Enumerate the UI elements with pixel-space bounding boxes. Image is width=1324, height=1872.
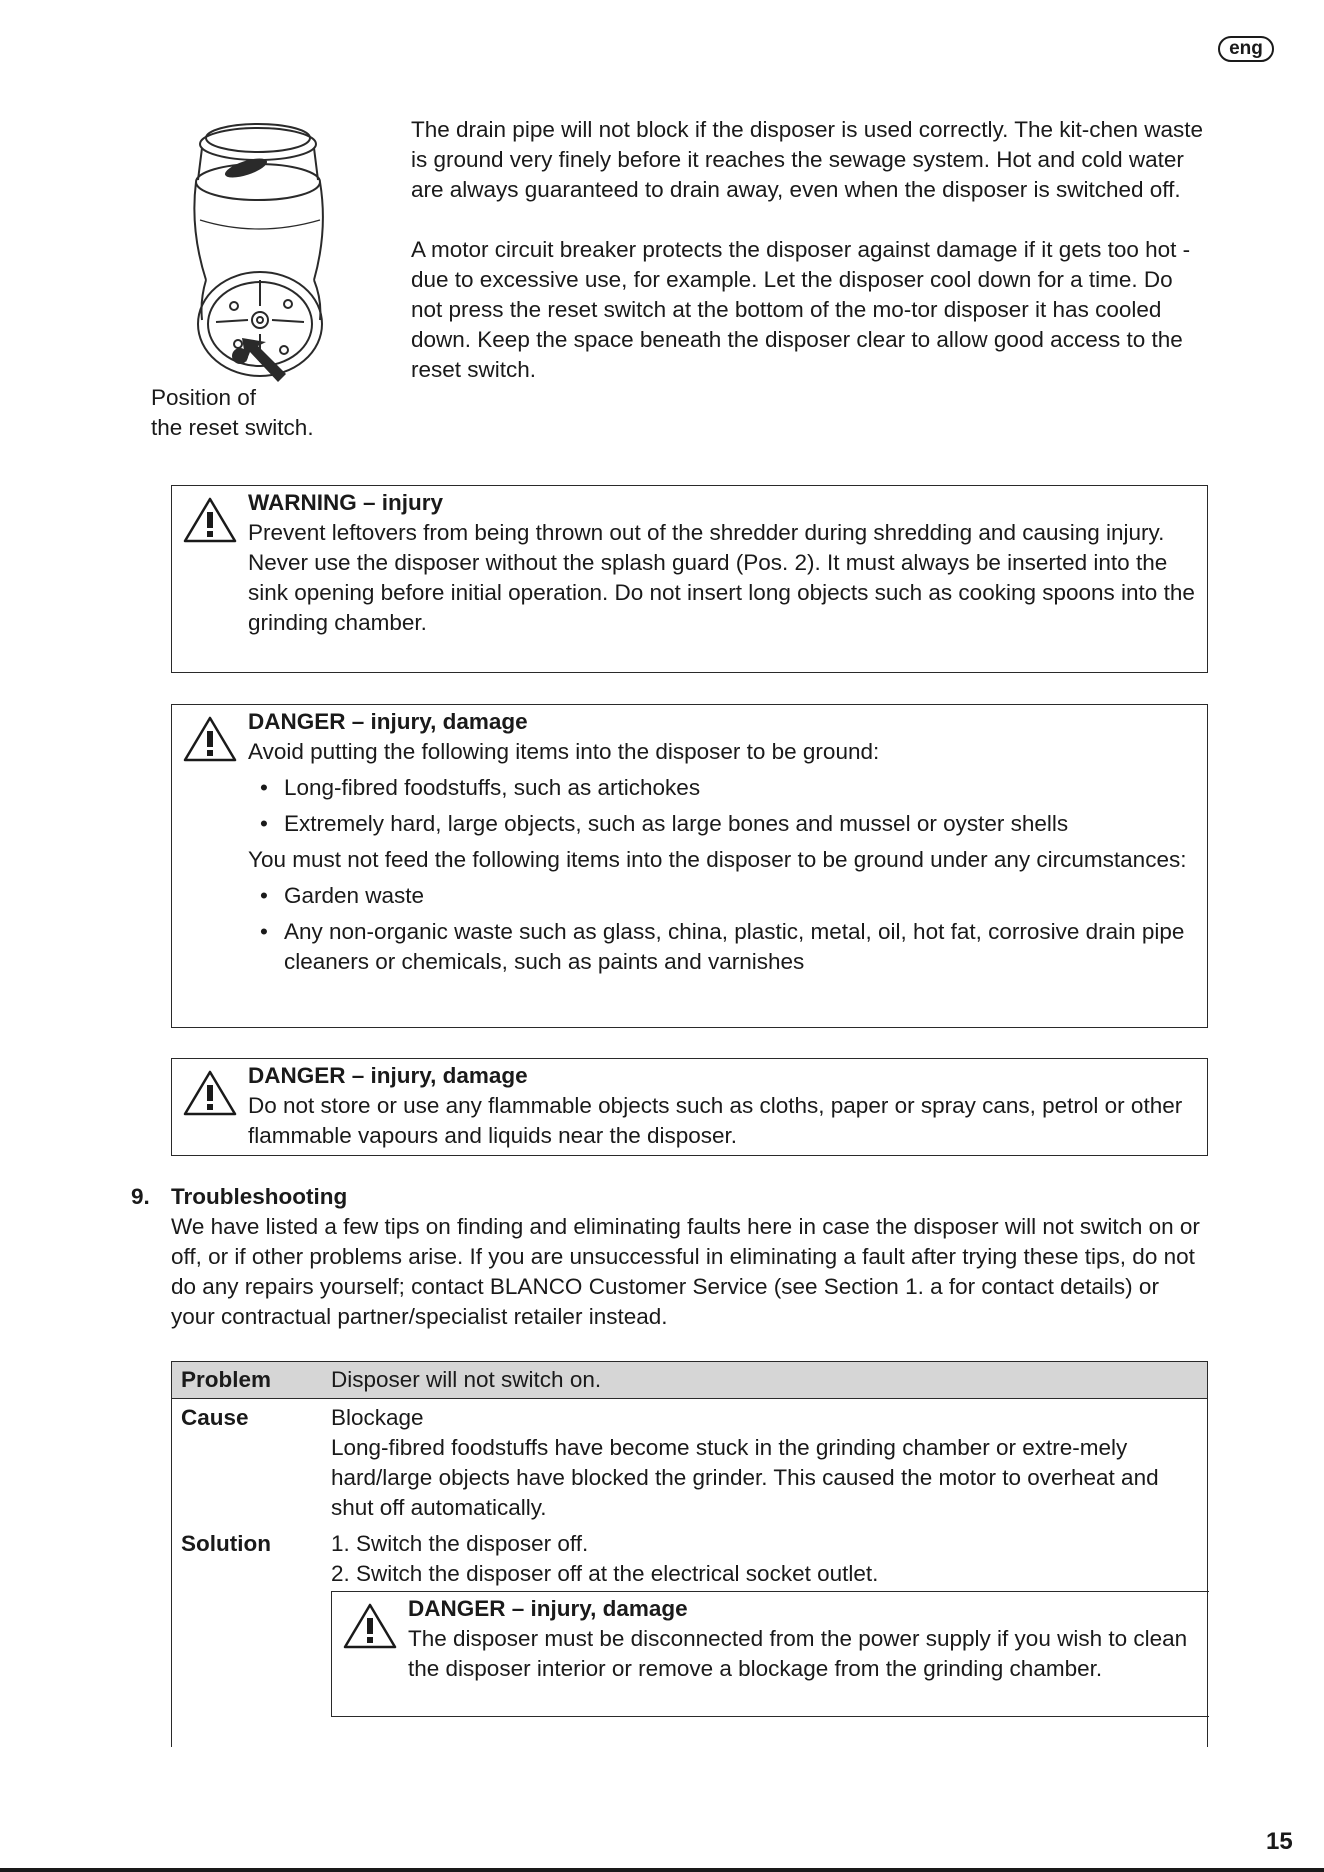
bottom-rule: [0, 1868, 1324, 1872]
solution-step: 1. Switch the disposer off.: [331, 1531, 589, 1556]
problem-label: Problem: [181, 1367, 272, 1392]
figure-caption: [151, 383, 381, 443]
notice-title: WARNING – injury: [248, 490, 444, 515]
page-number: 15: [1266, 1828, 1293, 1855]
notice-text: Do not store or use any flammable objects such as cloths, paper or spray cans, petrol or other flammable vapours and liquids near the disposer.: [248, 1093, 1183, 1148]
table-row-problem: [172, 1362, 1207, 1399]
caption-line: the reset switch.: [151, 415, 314, 440]
solution-danger-notice: [331, 1591, 1209, 1717]
notice-title: DANGER – injury, damage: [248, 709, 528, 734]
notice-text: You must not feed the following items into the disposer to be ground under any circumstances:: [248, 847, 1187, 872]
section-number: 9.: [131, 1184, 150, 1209]
list-item: • Garden waste: [260, 881, 1197, 911]
list-item: • Any non-organic waste such as glass, china, plastic, metal, oil, hot fat, corrosive drain pipe cleaners or chemicals, such as paints and varnishes: [260, 917, 1197, 977]
warning-triangle-icon: [182, 496, 238, 544]
section-title: Troubleshooting: [171, 1184, 348, 1209]
cause-text: Long-fibred foodstuffs have become stuck in the grinding chamber or extre-mely hard/large objects have blocked the grinder. This caused the motor to overheat and shut off automatically.: [331, 1435, 1159, 1520]
cause-title: Blockage: [331, 1405, 424, 1430]
notice-text: The disposer must be disconnected from the power supply if you wish to clean the disposer interior or remove a blockage from the grinding chamber.: [408, 1626, 1188, 1681]
list-item: • Extremely hard, large objects, such as large bones and mussel or oyster shells: [260, 809, 1197, 839]
intro-paragraph: A motor circuit breaker protects the disposer against damage if it gets too hot - due to excessive use, for example. Let the disposer cool down for a time. Do not press the reset switch at the bottom of the mo-tor disposer it has cooled down. Keep the space beneath the disposer clear to allow good access to the reset switch.: [411, 237, 1191, 382]
cause-content: [331, 1403, 1207, 1523]
table-row-solution: [172, 1529, 1207, 1717]
solution-content: [331, 1529, 1207, 1717]
warning-triangle-icon: [342, 1602, 398, 1650]
warning-triangle-icon: [182, 1069, 238, 1117]
avoid-list: [248, 773, 1197, 839]
caption-line: Position of: [151, 385, 257, 410]
intro-paragraph: The drain pipe will not block if the disposer is used correctly. The kit-chen waste is ground very finely before it reaches the sewage system. Hot and cold water are always guaranteed to drain away, even when the disposer is switched off.: [411, 117, 1204, 202]
forbidden-list: [248, 881, 1197, 977]
notice-title: DANGER – injury, damage: [248, 1063, 528, 1088]
section-body: We have listed a few tips on finding and eliminating faults here in case the disposer will not switch on or off, or if other problems arise. If you are unsuccessful in eliminating a fault after trying these tips, do not do any repairs yourself; contact BLANCO Customer Service (see Section 1. a for contact details) or your contractual partner/specialist retailer instead.: [171, 1214, 1200, 1329]
disposer-illustration-icon: [176, 110, 356, 390]
section-heading: [131, 1182, 347, 1212]
troubleshooting-table: [171, 1361, 1208, 1747]
notice-title: DANGER – injury, damage: [408, 1596, 688, 1621]
language-badge: eng: [1218, 36, 1274, 62]
solution-label: Solution: [181, 1531, 271, 1556]
problem-text: Disposer will not switch on.: [331, 1367, 602, 1392]
solution-step: 2. Switch the disposer off at the electrical socket outlet.: [331, 1561, 879, 1586]
warning-notice: [171, 485, 1208, 673]
notice-text: Prevent leftovers from being thrown out of the shredder during shredding and causing injury.: [248, 520, 1165, 545]
danger-notice: [171, 1058, 1208, 1156]
notice-text: Never use the disposer without the splash guard (Pos. 2). It must always be inserted into the sink opening before initial operation. Do not insert long objects such as cooking spoons into the grinding chamber.: [248, 550, 1195, 635]
warning-triangle-icon: [182, 715, 238, 763]
intro-text: [411, 115, 1206, 415]
list-item: • Long-fibred foodstuffs, such as artichokes: [260, 773, 1197, 803]
cause-label: Cause: [181, 1405, 249, 1430]
notice-text: Avoid putting the following items into the disposer to be ground:: [248, 739, 880, 764]
danger-notice: [171, 704, 1208, 1028]
table-row-cause: [172, 1403, 1207, 1523]
